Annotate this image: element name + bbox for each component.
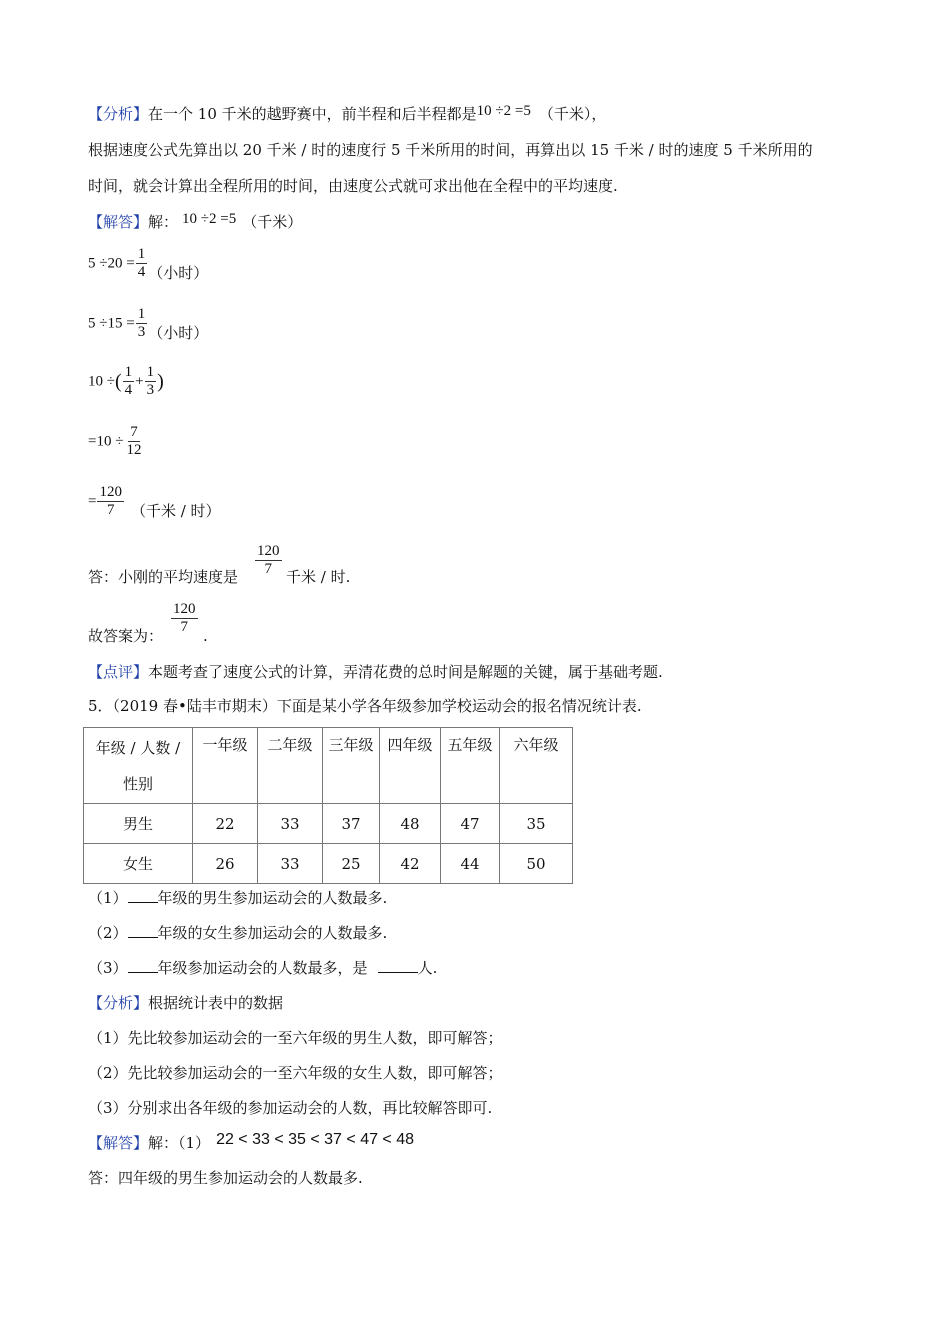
- solution-jie: 解：（1）: [148, 1134, 211, 1152]
- unit-text: （小时）: [148, 263, 209, 282]
- final-answer-prefix: 故答案为：: [88, 627, 164, 645]
- analysis-line: （3）分别求出各年级的参加运动会的人数，再比较解答即可.: [88, 1099, 493, 1117]
- solution-step-6: [88, 484, 221, 519]
- fraction-numerator: 7: [130, 424, 138, 440]
- table-cell: 33: [258, 804, 323, 844]
- fraction: [136, 306, 148, 341]
- math-expression: 5 ÷20 =: [88, 255, 135, 272]
- fraction-denominator: 4: [137, 264, 146, 280]
- fraction: [255, 543, 282, 578]
- solution-step-4: [88, 364, 164, 399]
- part-text: 年级的男生参加运动会的人数最多.: [157, 889, 388, 907]
- analysis-paragraph-2: [88, 993, 283, 1013]
- solution-jie: 解：: [148, 213, 179, 231]
- math-expression: 5 ÷15 =: [88, 315, 135, 332]
- part-number: （3）: [88, 959, 128, 977]
- table-cell: 33: [258, 844, 323, 884]
- answer-text-1: [88, 567, 238, 587]
- fraction: [124, 424, 143, 459]
- corner-line-2: 性别: [122, 774, 153, 793]
- part-text: 年级参加运动会的人数最多，是: [157, 959, 368, 977]
- analysis-text: 根据统计表中的数据: [148, 994, 284, 1012]
- unit-text: （千米 / 时）: [130, 501, 221, 520]
- analysis-tag: 【分析】: [88, 994, 149, 1012]
- solution-heading-1: [88, 212, 302, 233]
- fraction-numerator: 120: [257, 543, 280, 559]
- fraction: [145, 364, 157, 399]
- solution-step-3: [88, 306, 208, 341]
- fraction-numerator: 1: [137, 306, 146, 322]
- analysis-line: （2）先比较参加运动会的一至六年级的女生人数，即可解答；: [88, 1064, 503, 1082]
- fraction: [97, 484, 124, 519]
- fraction: [136, 246, 148, 281]
- analysis-line: （1）先比较参加运动会的一至六年级的男生人数，即可解答；: [88, 1029, 503, 1047]
- fraction-numerator: 120: [173, 601, 196, 617]
- corner-line-1: 年级 / 人数 /: [95, 738, 181, 757]
- grade-header: 三年级: [323, 728, 380, 804]
- table-cell: 47: [441, 804, 500, 844]
- grade-header: 四年级: [380, 728, 441, 804]
- analysis-line-3: 时间，就会计算出全程所用的时间，由速度公式就可求出他在全程中的平均速度.: [88, 177, 618, 195]
- question-title: 5．（2019 春•陆丰市期末）下面是某小学各年级参加学校运动会的报名情况统计表.: [88, 697, 642, 715]
- close-paren: ): [157, 370, 164, 393]
- fraction-denominator: 7: [106, 502, 115, 518]
- fraction-denominator: 3: [146, 382, 155, 398]
- comment-text: 本题考查了速度公式的计算，弄清花费的总时间是解题的关键，属于基础考题.: [148, 663, 663, 681]
- table-row: [84, 844, 573, 884]
- part-number: （1）: [88, 889, 128, 907]
- table-row: [84, 804, 573, 844]
- grade-header: 五年级: [441, 728, 500, 804]
- solution-tag: 【解答】: [88, 213, 149, 231]
- grade-header: 一年级: [193, 728, 258, 804]
- math-expression: 10 ÷2 =5: [182, 211, 237, 227]
- final-answer-fraction: [170, 601, 199, 636]
- part-text: 人.: [417, 959, 438, 977]
- grade-header: 六年级: [500, 728, 573, 804]
- fraction: [123, 364, 135, 399]
- fraction-numerator: 1: [124, 364, 133, 380]
- fraction-denominator: 7: [180, 619, 188, 635]
- table-cell: 35: [500, 804, 573, 844]
- table-cell: 22: [193, 804, 258, 844]
- analysis-line-2: 根据速度公式先算出以 20 千米 / 时的速度行 5 千米所用的时间，再算出以 15 千米 / 时的速度 5 千米所用的: [88, 141, 813, 159]
- part-number: （2）: [88, 924, 128, 942]
- solution-heading-2: [88, 1133, 414, 1154]
- answer-suffix: 千米 / 时.: [286, 568, 351, 586]
- fraction-numerator: 1: [146, 364, 155, 380]
- table-header-row: [84, 728, 573, 804]
- fraction-denominator: 7: [264, 561, 272, 577]
- table-cell: 26: [193, 844, 258, 884]
- unit-text: （千米），: [538, 105, 607, 123]
- fraction-denominator: 3: [137, 324, 146, 340]
- unit-text: （小时）: [148, 323, 209, 342]
- answer-text-2: 答：四年级的男生参加运动会的人数最多.: [88, 1169, 363, 1187]
- answer-prefix: 答：小刚的平均速度是: [88, 568, 239, 586]
- table-cell: 42: [380, 844, 441, 884]
- analysis-tag: 【分析】: [88, 105, 149, 123]
- answer-blank[interactable]: [128, 958, 158, 973]
- analysis-text: 在一个 10 千米的越野赛中，前半程和后半程都是: [148, 105, 477, 123]
- plus-sign: +: [135, 373, 144, 390]
- question-part-3: [88, 958, 437, 978]
- comment-paragraph: [88, 662, 663, 682]
- grade-header: 二年级: [258, 728, 323, 804]
- math-expression: 10 ÷2 =5: [476, 103, 531, 119]
- final-answer-suffix: .: [203, 627, 208, 645]
- fraction-denominator: 4: [124, 382, 133, 398]
- part-text: 年级的女生参加运动会的人数最多.: [157, 924, 388, 942]
- table-corner-cell: [84, 728, 193, 804]
- row-label: 男生: [84, 804, 193, 844]
- math-expression: =10 ÷: [88, 433, 124, 450]
- inequality-expression: 22 < 33 < 35 < 37 < 47 < 48: [216, 1131, 415, 1148]
- answer-blank[interactable]: [378, 958, 418, 973]
- unit-text: （千米）: [242, 213, 303, 231]
- fraction-numerator: 120: [99, 484, 122, 500]
- table-cell: 50: [500, 844, 573, 884]
- table-cell: 48: [380, 804, 441, 844]
- table-cell: 44: [441, 844, 500, 884]
- solution-step-5: [88, 424, 144, 459]
- question-part-1: [88, 888, 387, 908]
- table-cell: 25: [323, 844, 380, 884]
- answer-blank[interactable]: [128, 923, 158, 938]
- answer-blank[interactable]: [128, 888, 158, 903]
- stats-table: [83, 727, 573, 884]
- answer-fraction: [254, 543, 283, 578]
- row-label: 女生: [84, 844, 193, 884]
- solution-step-2: [88, 246, 208, 281]
- analysis-paragraph-1: [88, 104, 606, 125]
- fraction-numerator: 1: [137, 246, 146, 262]
- math-expression: 10 ÷: [88, 373, 115, 390]
- fraction: [171, 601, 198, 636]
- comment-tag: 【点评】: [88, 663, 149, 681]
- open-paren: (: [114, 370, 122, 393]
- solution-tag: 【解答】: [88, 1134, 149, 1152]
- table-cell: 37: [323, 804, 380, 844]
- question-part-2: [88, 923, 387, 943]
- math-expression: =: [88, 493, 97, 510]
- fraction-denominator: 12: [126, 442, 142, 458]
